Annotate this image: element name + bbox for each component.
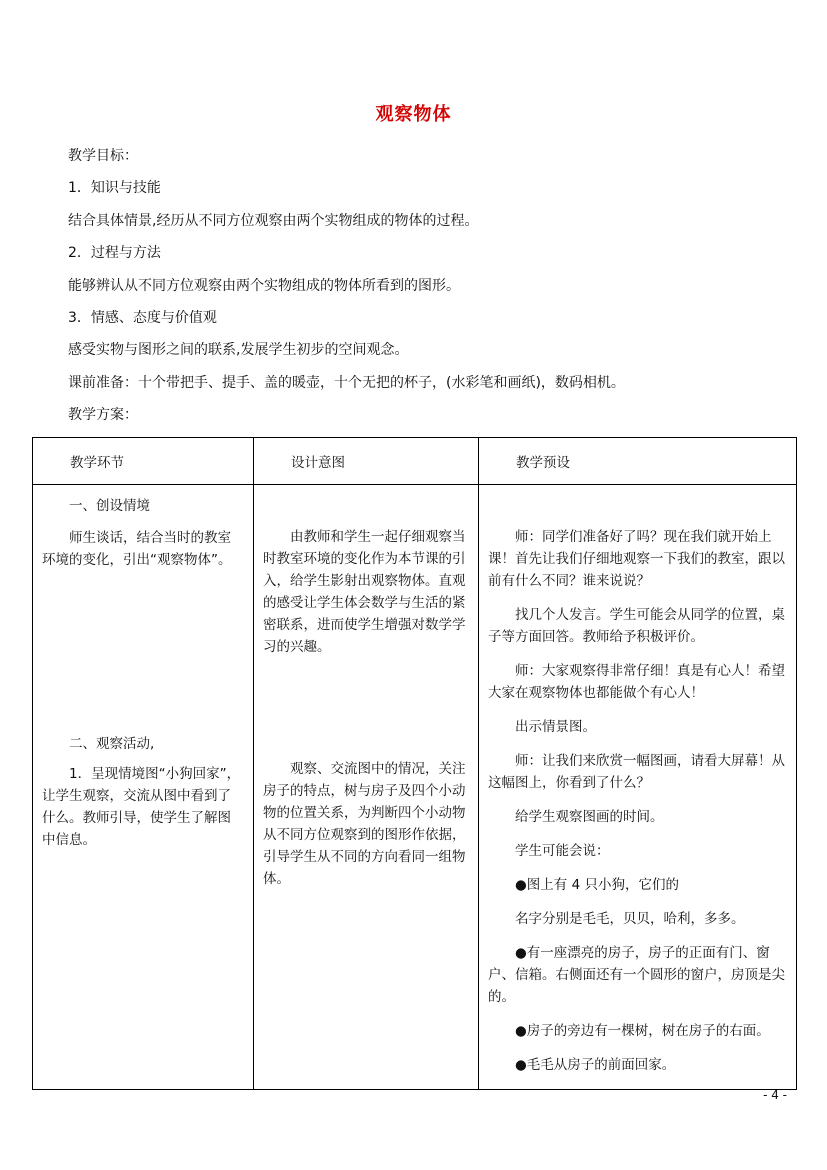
section2-title: 二、观察活动,	[69, 736, 155, 752]
plan-paragraph: 出示情景图。	[515, 719, 596, 735]
plan-bullet: ●有一座漂亮的房子，房子的正面有门、窗户、信箱。右侧面还有一个圆形的窗户，房顶是尖的。	[488, 945, 785, 1005]
plan-paragraph: 学生可能会说：	[515, 843, 610, 859]
intent-paragraph-1: 由教师和学生一起仔细观察当时教室环境的变化作为本节课的引入，给学生影射出观察物体。直观的感受让学生体会数学与生活的紧密联系，进而使学生增强对数学学习的兴趣。	[263, 529, 466, 655]
header-cell-plan: 教学预设	[479, 438, 797, 485]
plan-cell	[479, 485, 797, 1090]
intro-section	[68, 140, 788, 432]
plan-paragraph: 给学生观察图画的时间。	[515, 809, 664, 825]
table-header-row	[33, 438, 797, 485]
objective-2-text: 能够辨认从不同方位观察由两个实物组成的物体所看到的图形。	[68, 277, 460, 294]
section1-text: 师生谈话，结合当时的教室环境的变化，引出“观察物体”。	[42, 530, 232, 568]
plan-paragraph: 师：同学们准备好了吗？现在我们就开始上课！首先让我们仔细地观察一下我们的教室，跟以前有什么不同？谁来说说？	[488, 529, 785, 589]
plan-bullet: ●房子的旁边有一棵树，树在房子的右面。	[515, 1023, 770, 1039]
header-cell-intent: 设计意图	[254, 438, 479, 485]
header-cell-stage: 教学环节	[33, 438, 254, 485]
page-number: - 4 -	[763, 1088, 787, 1102]
plan-paragraph: 名字分别是毛毛，贝贝，哈利，多多。	[515, 911, 745, 927]
plan-bullet: ●图上有 4 只小狗，它们的	[515, 877, 679, 893]
objective-3-text: 感受实物与图形之间的联系,发展学生初步的空间观念。	[68, 342, 409, 359]
plan-heading: 教学方案：	[68, 407, 138, 424]
lesson-table	[32, 437, 797, 1090]
preparation-text: 课前准备：十个带把手、提手、盖的暖壶，十个无把的杯子，(水彩笔和画纸)，数码相机。	[68, 374, 625, 391]
intent-cell	[254, 485, 479, 1090]
document-title: 观察物体	[375, 104, 452, 125]
objectives-heading: 教学目标：	[68, 148, 138, 164]
objective-2-heading: 2．过程与方法	[68, 245, 161, 262]
plan-bullet: ●毛毛从房子的前面回家。	[515, 1057, 676, 1073]
intent-paragraph-2: 观察、交流图中的情况，关注房子的特点，树与房子及四个小动物的位置关系，为判断四个小动物从不同方位观察到的图形作依据，引导学生从不同的方向看同一组物体。	[263, 761, 466, 887]
table-row	[33, 485, 797, 1090]
objective-3-heading: 3．情感、态度与价值观	[68, 309, 217, 326]
plan-paragraph: 师：让我们来欣赏一幅图画，请看大屏幕！从这幅图上，你看到了什么？	[488, 753, 785, 791]
stage-cell	[33, 485, 254, 1090]
plan-paragraph: 找几个人发言。学生可能会从同学的位置，桌子等方面回答。教师给予积极评价。	[488, 607, 785, 645]
objective-1-heading: 1．知识与技能	[68, 180, 161, 197]
section1-title: 一、创设情境	[69, 498, 150, 514]
plan-paragraph: 师：大家观察得非常仔细！真是有心人！希望大家在观察物体也都能做个有心人！	[488, 663, 785, 701]
objective-1-text: 结合具体情景,经历从不同方位观察由两个实物组成的物体的过程。	[68, 212, 479, 229]
section2-text: 1．呈现情境图“小狗回家”，让学生观察，交流从图中看到了什么。教师引导，使学生了解图中信息。	[42, 766, 241, 848]
